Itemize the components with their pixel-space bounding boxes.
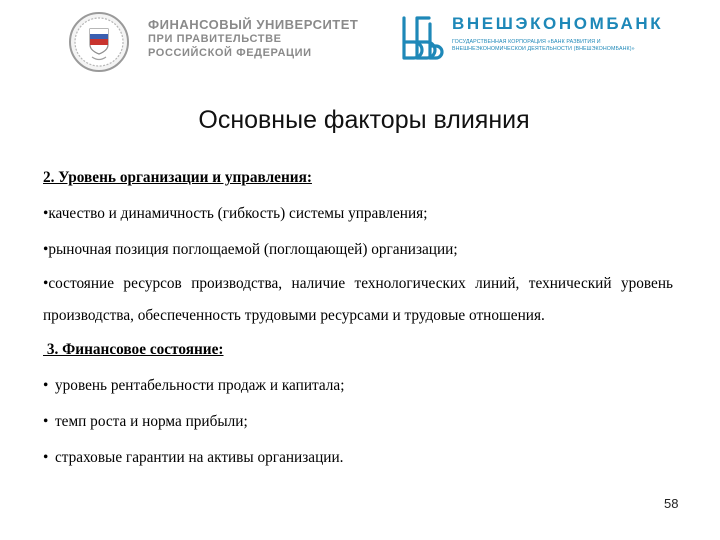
slide-body	[43, 160, 673, 476]
section-2-heading: 2. Уровень организации и управления:	[43, 169, 312, 186]
list-item	[43, 404, 673, 440]
university-name-line: РОССИЙСКОЙ ФЕДЕРАЦИИ	[148, 47, 312, 59]
bank-emblem-icon	[398, 12, 444, 64]
list-item: •состояние ресурсов производства, наличие технологических линий, технический уровень производства, обеспеченность трудовыми ресурсами и трудовые отношения.	[43, 275, 673, 324]
university-logo	[68, 11, 359, 71]
list-item-text: уровень рентабельности продаж и капитала;	[55, 377, 345, 394]
university-name-line: ФИНАНСОВЫЙ УНИВЕРСИТЕТ	[148, 17, 359, 32]
list-item-text: страховые гарантии на активы организации.	[55, 449, 344, 466]
section-3-heading: 3. Финансовое состояние:	[43, 341, 224, 358]
list-item	[43, 368, 673, 404]
list-item: •рыночная позиция поглощаемой (поглощающей) организации;	[43, 241, 458, 258]
bullet-icon: •	[43, 377, 49, 394]
list-item	[43, 440, 673, 476]
bank-logo	[398, 12, 664, 72]
slide-title: Основные факторы влияния	[198, 106, 530, 134]
bullet-icon: •	[43, 449, 49, 466]
bank-subtitle-line: ВНЕШНЕЭКОНОМИЧЕСКОЙ ДЕЯТЕЛЬНОСТИ (ВНЕШЭКОНОМБАНК)»	[452, 46, 635, 52]
page-number: 58	[664, 496, 679, 511]
bank-subtitle-line: ГОСУДАРСТВЕННАЯ КОРПОРАЦИЯ «БАНК РАЗВИТИЯ И	[452, 39, 601, 45]
university-emblem-icon	[68, 11, 130, 73]
university-name-line: ПРИ ПРАВИТЕЛЬСТВЕ	[148, 33, 282, 45]
list-item: •качество и динамичность (гибкость) системы управления;	[43, 205, 428, 222]
list-item-text: темп роста и норма прибыли;	[55, 413, 248, 430]
bank-name: ВНЕШЭКОНОМБАНК	[452, 14, 664, 33]
bullet-icon: •	[43, 413, 49, 430]
